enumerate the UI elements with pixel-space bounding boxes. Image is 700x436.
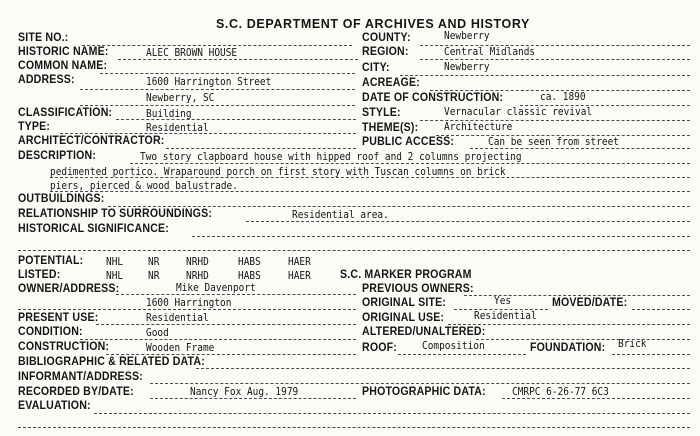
previous-owners-label: PREVIOUS OWNERS: [362,283,474,295]
themes-label: THEME(S): [362,122,419,134]
outbuildings-label: OUTBUILDINGS: [18,193,105,205]
original-site-value: Yes [494,294,512,307]
moved-date-label: MOVED/DATE: [552,297,628,309]
description-label: DESCRIPTION: [18,150,97,162]
owner-name-value: Mike Davenport [176,281,256,294]
potential-habs: HABS [238,255,261,268]
present-use-label: PRESENT USE: [18,312,99,324]
type-value: Residential [146,121,209,134]
marker-program-label: S.C. MARKER PROGRAM [340,269,472,281]
listed-nhl: NHL [106,269,124,282]
public-access-label: PUBLIC ACCESS: [362,136,455,148]
foundation-value: Brick [618,337,647,350]
architect-label: ARCHITECT/CONTRACTOR: [18,135,165,147]
historical-significance-label: HISTORICAL SIGNIFICANCE: [18,223,169,235]
page-title: S.C. DEPARTMENT OF ARCHIVES AND HISTORY [216,17,530,31]
county-label: COUNTY: [362,32,411,44]
bibliographic-label: BIBLIOGRAPHIC & RELATED DATA: [18,356,205,368]
construction-value: Wooden Frame [146,341,215,354]
foundation-label: FOUNDATION: [530,342,606,354]
construction-label: CONSTRUCTION: [18,341,110,353]
roof-value: Composition [422,339,485,352]
county-value: Newberry [444,29,490,42]
city-label: CITY: [362,62,390,74]
informant-label: INFORMANT/ADDRESS: [18,371,143,383]
present-use-value: Residential [146,311,209,324]
original-use-value: Residential [474,309,537,322]
description-line1: Two story clapboard house with hipped roof and 2 columns projecting [140,150,522,163]
potential-nrhd: NRHD [186,255,209,268]
potential-nhl: NHL [106,255,124,268]
type-label: TYPE: [18,121,51,133]
site-no-label: SITE NO.: [18,32,69,44]
classification-value: Building [146,107,192,120]
themes-value: Architecture [444,120,513,133]
style-value: Vernacular classic revival [444,105,593,118]
photographic-data-label: PHOTOGRAPHIC DATA: [362,386,486,398]
potential-haer: HAER [288,255,311,268]
photographic-data-value: CMRPC 6-26-77 6C3 [512,385,609,398]
listed-haer: HAER [288,269,311,282]
historic-name-label: HISTORIC NAME: [18,46,109,58]
condition-value: Good [146,326,169,339]
address-label: ADDRESS: [18,74,75,86]
style-label: STYLE: [362,107,401,119]
condition-label: CONDITION: [18,326,83,338]
description-line3: piers, pierced & wood balustrade. [50,179,238,192]
city-value: Newberry [444,60,490,73]
listed-habs: HABS [238,269,261,282]
description-line2: pedimented portico. Wraparound porch on first story with Tuscan columns on brick [50,165,506,178]
date-of-construction-label: DATE OF CONSTRUCTION: [362,92,504,104]
common-name-label: COMMON NAME: [18,60,108,72]
evaluation-label: EVALUATION: [18,400,91,412]
potential-nr: NR [148,255,160,268]
original-use-label: ORIGINAL USE: [362,312,445,324]
relationship-value: Residential area. [292,208,389,221]
public-access-value: Can be seen from street [488,135,620,148]
listed-nrhd: NRHD [186,269,209,282]
original-site-label: ORIGINAL SITE: [362,297,447,309]
classification-label: CLASSIFICATION: [18,107,113,119]
potential-label: POTENTIAL: [18,255,84,267]
date-of-construction-value: ca. 1890 [540,90,586,103]
relationship-label: RELATIONSHIP TO SURROUNDINGS: [18,208,213,220]
altered-label: ALTERED/UNALTERED: [362,326,486,338]
owner-address-value: 1600 Harrington [146,296,232,309]
listed-label: LISTED: [18,269,61,281]
region-label: REGION: [362,46,409,58]
historic-name-value: ALEC BROWN HOUSE [146,46,238,59]
acreage-label: ACREAGE: [362,77,420,89]
listed-nr: NR [148,269,160,282]
recorded-by-label: RECORDED BY/DATE: [18,386,134,398]
address-line2-value: Newberry, SC [146,91,215,104]
owner-address-label: OWNER/ADDRESS: [18,283,120,295]
roof-label: ROOF: [362,342,398,354]
recorded-by-value: Nancy Fox Aug. 1979 [190,385,299,398]
region-value: Central Midlands [444,45,536,58]
address-line1-value: 1600 Harrington Street [146,75,272,88]
